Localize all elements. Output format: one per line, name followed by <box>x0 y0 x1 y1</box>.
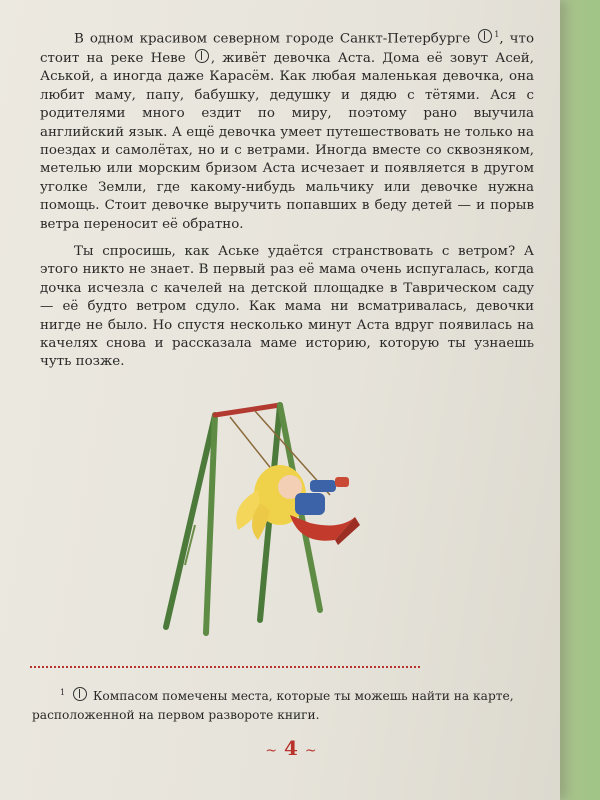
footnote <box>32 683 530 725</box>
compass-icon <box>195 49 209 63</box>
paragraph-story: Ты спросишь, как Аське удаётся странствовать с ветром? А этого никто не знает. В первый раз её мама очень испугалась, когда дочка исчезла с качелей на детской площадке в Таврическом саду — её будто ветром сдуло. Как мама ни всматривалась, девочки нигде не было. Но спустя несколько минут Аста вдруг появилась на качелях снова и рассказала маме историю, которую ты узнаешь чуть позже. <box>40 244 534 370</box>
paragraph-intro <box>40 26 534 234</box>
footnote-number: 1 <box>60 688 66 697</box>
compass-icon <box>478 29 492 43</box>
intro-text-c: , живёт девочка Аста. Дома её зовут Асей, Аськой, а иногда даже Карасём. Как любая маленькая девочка, она любит маму, папу, бабушку, дедушку и дядю с тётями. Ася с родителями много ездит по миру, поэтому рано выучила английский язык. А ещё девочка умеет путешествовать не только на поездах и самолётах, но и с ветрами. Иногда вместе со сквозняком, метелью или морским бризом Аста исчезает и появляется в другом уголке Земли, где какому-нибудь мальчику или девочке нужна помощь. Стоит девочке выручить попавших в беду детей — и порыв ветра переносит её обратно. <box>40 50 534 232</box>
page-number-tilde-left: ~ <box>265 743 278 759</box>
footnote-ref: 1 <box>494 30 500 39</box>
page-number-tilde-right: ~ <box>304 743 317 759</box>
compass-icon <box>73 687 87 701</box>
swing-seat <box>290 515 360 545</box>
page-number-value: 4 <box>284 736 298 760</box>
footnote-line1: Компасом помечены места, которые ты можешь найти на карте, <box>92 689 514 704</box>
footnote-divider <box>30 666 420 668</box>
intro-text-a: В одном красивом северном городе Санкт-Петербурге <box>74 31 471 47</box>
girl-on-swing-illustration <box>160 395 410 640</box>
footnote-line2: расположенной на первом развороте книги. <box>32 708 320 723</box>
page-number <box>246 736 336 760</box>
intro-text-b: , что стоит на реке Неве <box>40 31 535 66</box>
